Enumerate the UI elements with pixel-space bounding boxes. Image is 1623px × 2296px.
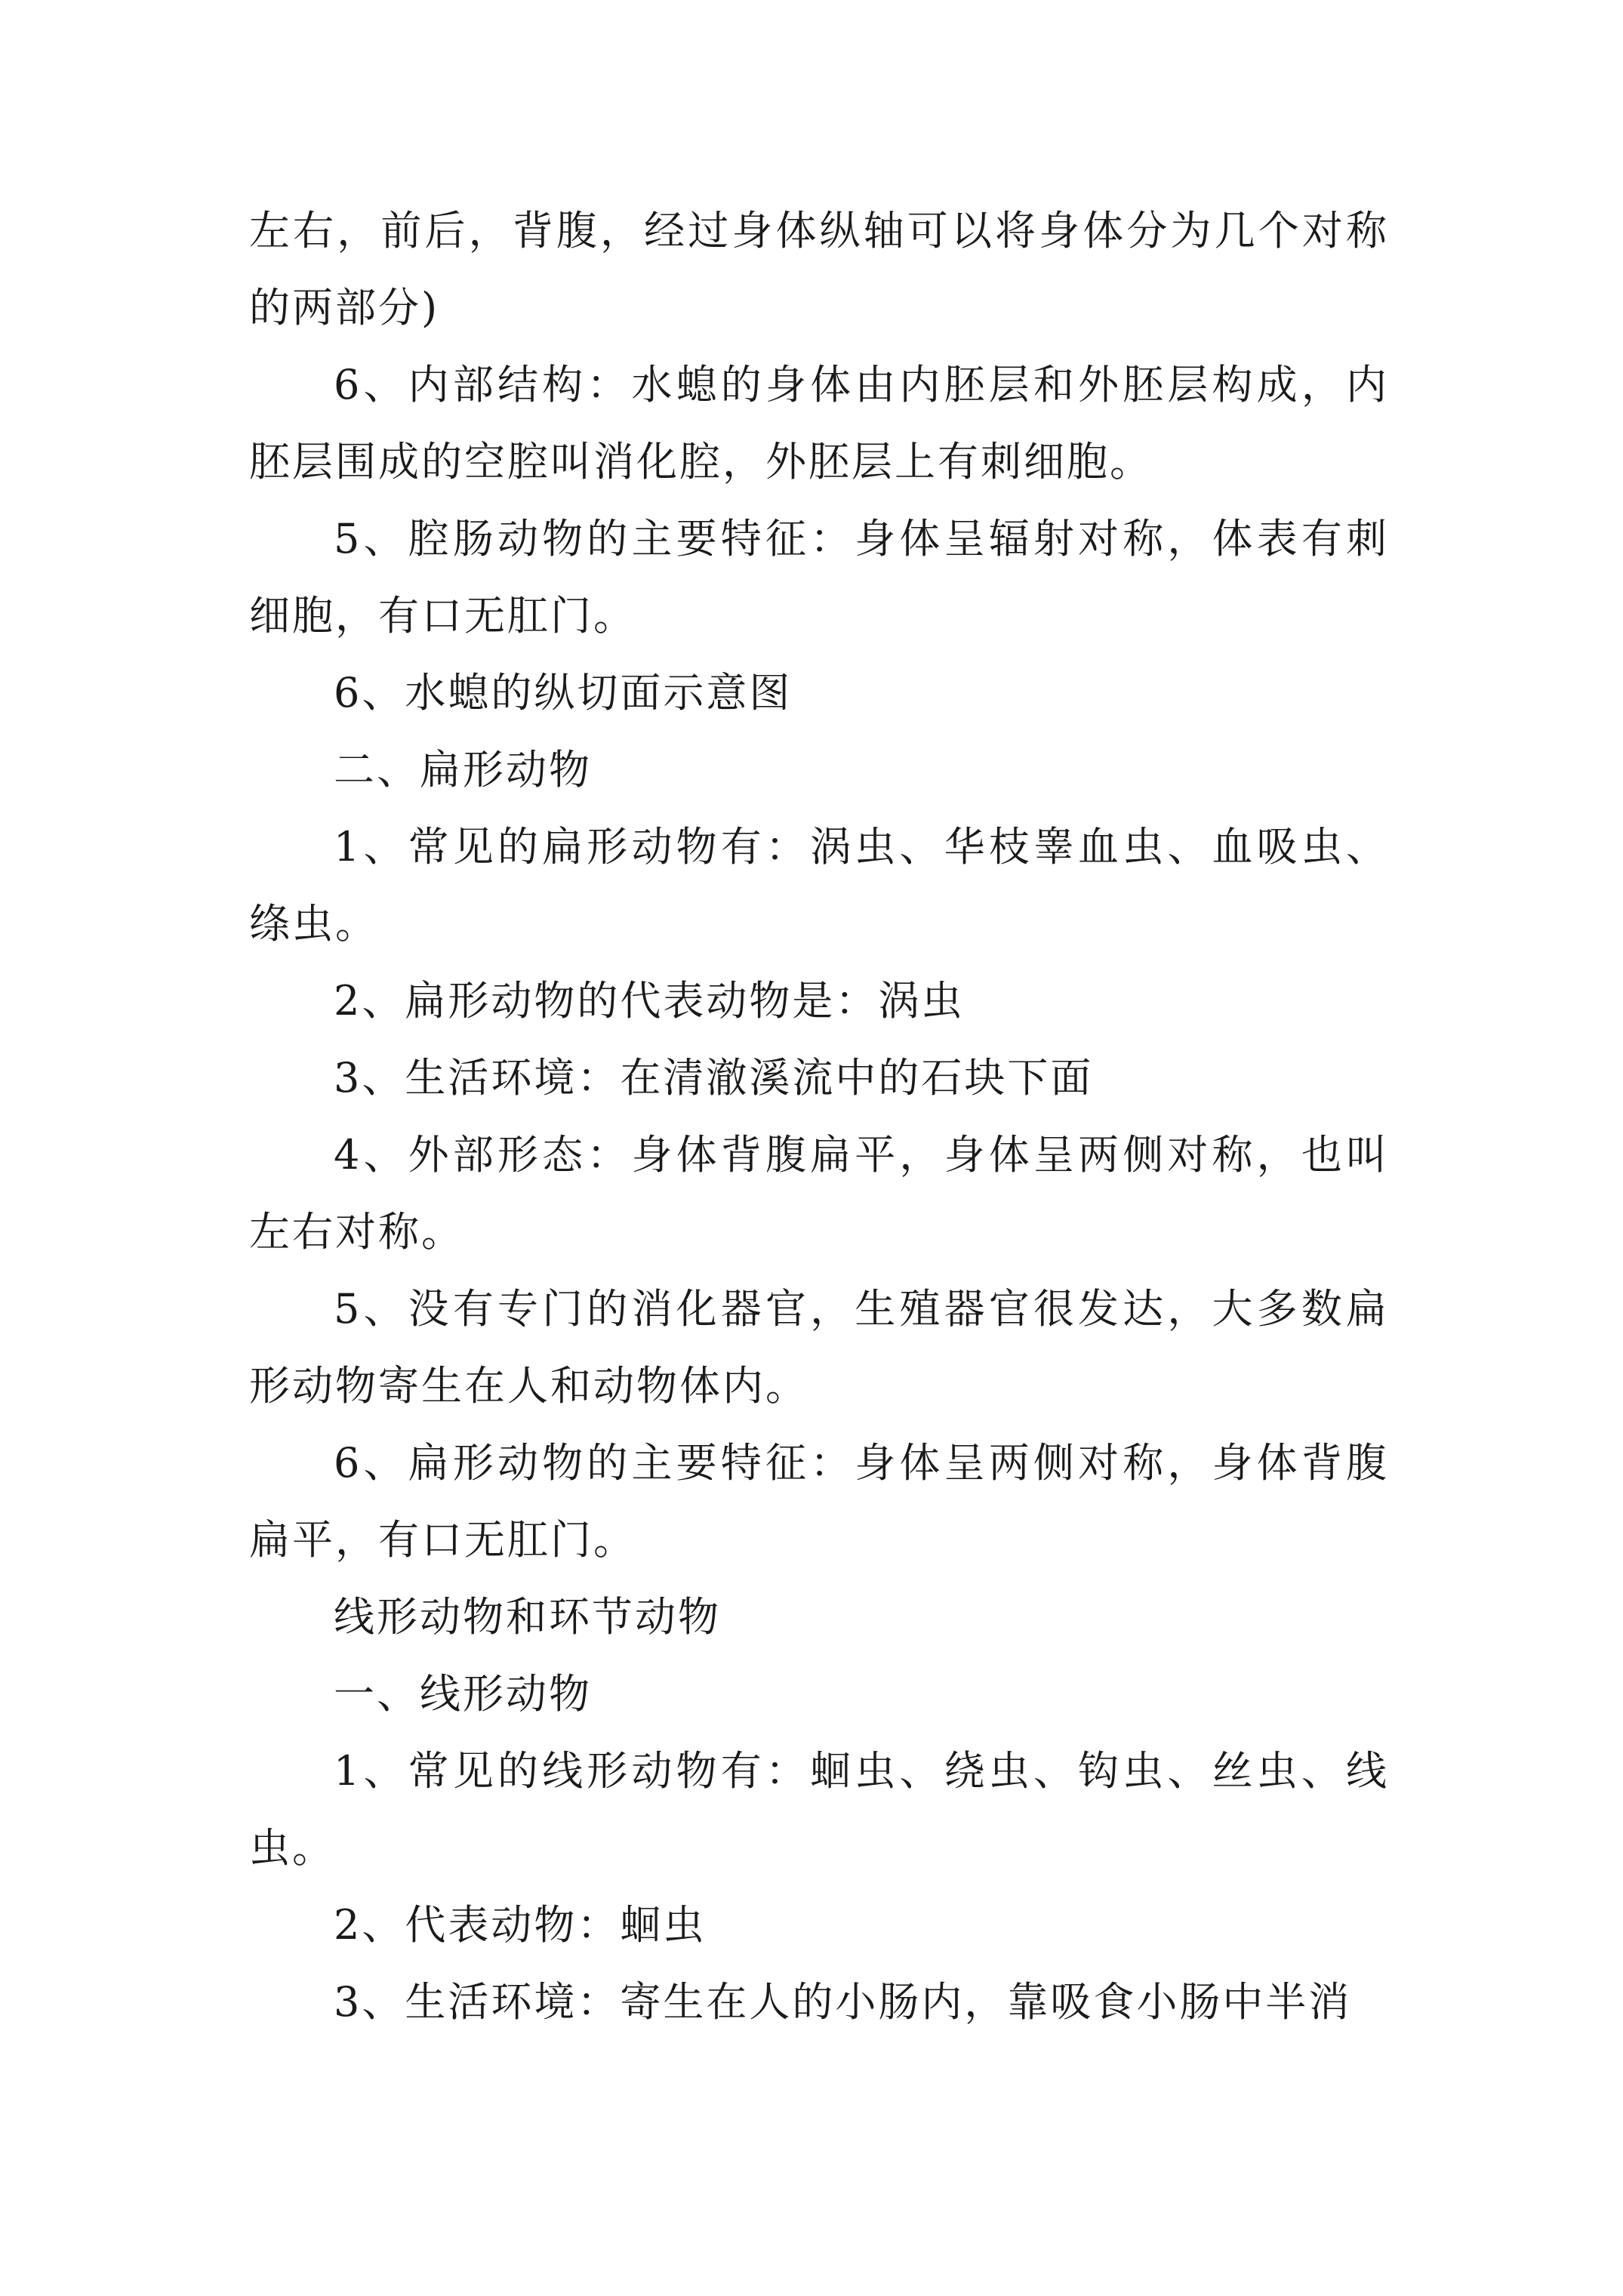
section-heading-flatworms: 二、扁形动物	[334, 746, 592, 794]
paragraph-common-flatworms: 1、常见的扁形动物有：涡虫、华枝睾血虫、血吸虫、绦虫。	[249, 823, 1389, 948]
paragraph-nematode-representative: 2、代表动物：蛔虫	[334, 1901, 707, 1949]
paragraph-internal-structure: 6、内部结构：水螅的身体由内胚层和外胚层构成，内胚层围成的空腔叫消化腔，外胚层上有刺细胞。	[249, 361, 1389, 485]
paragraph-common-nematodes: 1、常见的线形动物有：蛔虫、绕虫、钩虫、丝虫、线虫。	[249, 1747, 1389, 1872]
paragraph-flatworm-morphology: 4、外部形态：身体背腹扁平，身体呈两侧对称，也叫左右对称。	[249, 1131, 1389, 1256]
paragraph-coelenterate-features: 5、腔肠动物的主要特征：身体呈辐射对称，体表有刺细胞，有口无肛门。	[249, 515, 1389, 639]
paragraph-symmetry-continuation: 左右，前后，背腹，经过身体纵轴可以将身体分为几个对称的两部分)	[249, 207, 1389, 331]
paragraph-hydra-section-diagram: 6、水螅的纵切面示意图	[334, 669, 793, 717]
paragraph-nematode-habitat: 3、生活环境：寄生在人的小肠内，靠吸食小肠中半消	[334, 1978, 1352, 2026]
section-heading-nematodes-annelids: 线形动物和环节动物	[334, 1593, 721, 1641]
section-heading-nematodes: 一、线形动物	[334, 1670, 592, 1718]
paragraph-flatworm-organs: 5、没有专门的消化器官，生殖器官很发达，大多数扁形动物寄生在人和动物体内。	[249, 1285, 1389, 1410]
paragraph-flatworm-representative: 2、扁形动物的代表动物是：涡虫	[334, 977, 965, 1025]
paragraph-flatworm-habitat: 3、生活环境：在清澈溪流中的石块下面	[334, 1054, 1094, 1102]
paragraph-flatworm-features: 6、扁形动物的主要特征：身体呈两侧对称，身体背腹扁平，有口无肛门。	[249, 1439, 1389, 1564]
document-body	[249, 193, 1389, 2041]
